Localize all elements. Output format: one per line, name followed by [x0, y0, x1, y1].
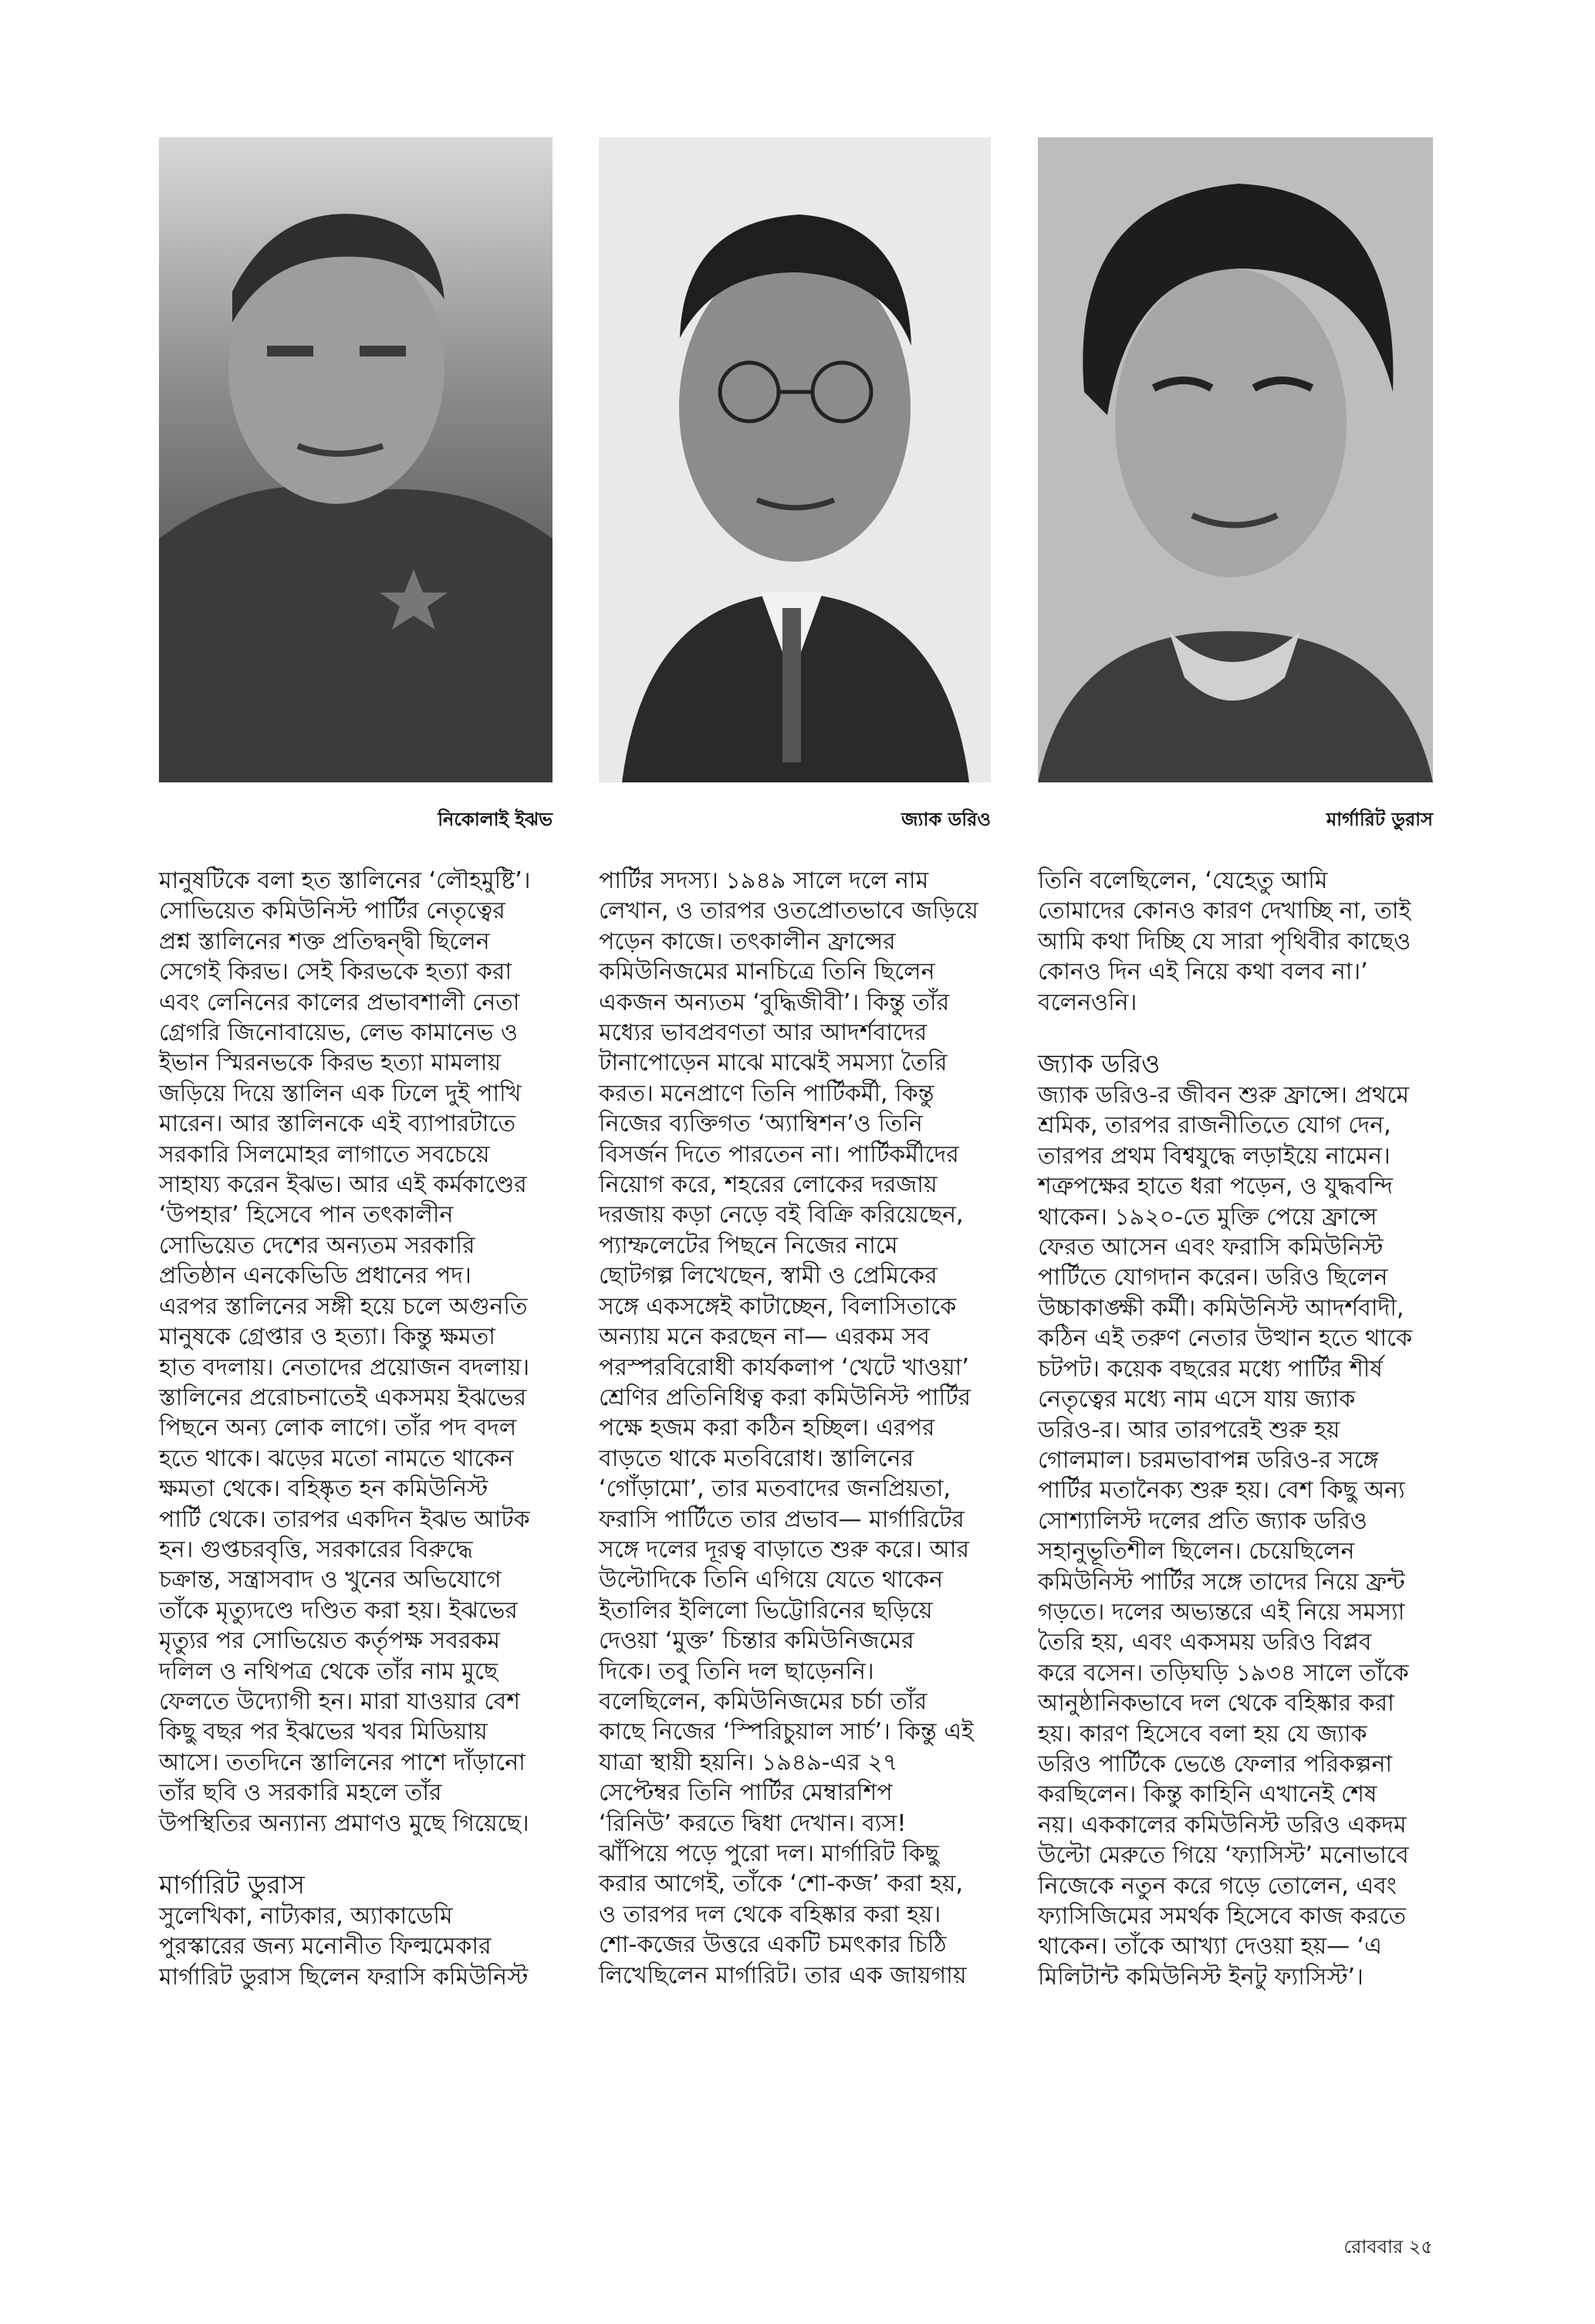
text-line: কঠিন এই তরুণ নেতার উত্থান হতে থাকে — [1038, 1325, 1413, 1353]
text-line: ফেরত আসেন এবং ফরাসি কমিউনিস্ট — [1038, 1234, 1384, 1262]
article-column-3 — [1038, 866, 1447, 1992]
text-line: উল্টো মেরুতে গিয়ে ‘ফ্যাসিস্ট’ মনোভাবে — [1038, 1842, 1409, 1870]
text-line: সঙ্গে দলের দূরত্ব বাড়াতে শুরু করে। আর — [599, 1535, 969, 1563]
text-line: থাকেন। তাঁকে আখ্যা দেওয়া হয়— ‘এ — [1038, 1933, 1383, 1961]
text-line: নিজের ব্যক্তিগত ‘অ্যাম্বিশন’ও তিনি — [599, 1110, 923, 1138]
text-line: মানুষকে গ্রেপ্তার ও হত্যা। কিন্তু ক্ষমতা — [159, 1323, 495, 1351]
text-line: লিখেছিলেন মার্গারিট। তার এক জায়গায় — [599, 1961, 967, 1989]
text-line: তাঁকে মৃত্যুদণ্ডে দণ্ডিত করা হয়। ইঝভের — [159, 1596, 518, 1624]
text-line: করছিলেন। কিন্তু কাহিনি এখানেই শেষ — [1038, 1781, 1377, 1809]
text-line: সেগেই কিরভ। সেই কিরভকে হত্যা করা — [159, 958, 512, 986]
text-line: বলেনওনি। — [1038, 988, 1137, 1016]
text-line: সোভিয়েত কমিউনিস্ট পার্টির নেতৃত্বের — [159, 897, 505, 925]
text-line: হন। গুপ্তচরবৃত্তি, সরকারের বিরুদ্ধে — [159, 1535, 473, 1563]
text-line: পড়েন কাজে। তৎকালীন ফ্রান্সের — [599, 927, 896, 955]
text-line: সাহায্য করেন ইঝভ। আর এই কর্মকাণ্ডের — [159, 1171, 527, 1199]
photo-caption: জ্যাক ডরিও — [901, 809, 991, 830]
text-line: ক্ষমতা থেকে। বহিষ্কৃত হন কমিউনিস্ট — [159, 1475, 488, 1503]
text-line: শো-কজের উত্তরে একটি চমৎকার চিঠি — [599, 1931, 947, 1959]
photo-caption: মার্গারিট ডুরাস — [1326, 809, 1433, 830]
article-column-2 — [599, 866, 1008, 1991]
text-line: একজন অন্যতম ‘বুদ্ধিজীবী’। কিন্তু তাঁর — [599, 988, 950, 1016]
text-line: ঝাঁপিয়ে পড়ে পুরো দল। মার্গারিট কিছু — [599, 1840, 939, 1867]
text-line: তিনি বলেছিলেন, ‘যেহেতু আমি — [1038, 867, 1328, 894]
text-line: বলেছিলেন, কমিউনিজমের চর্চা তাঁর — [599, 1687, 928, 1715]
text-line: ছোটগল্প লিখেছেন, স্বামী ও প্রেমিকের — [599, 1262, 938, 1290]
text-line: পিছনে অন্য লোক লাগে। তাঁর পদ বদল — [159, 1414, 517, 1442]
text-line: সেপ্টেম্বর তিনি পার্টির মেম্বারশিপ — [599, 1779, 893, 1807]
text-line: প্যাম্ফলেটের পিছনে নিজের নামে — [599, 1231, 898, 1259]
text-line: কমিউনিস্ট পার্টির সঙ্গে তাদের নিয়ে ফ্রন্ট — [1038, 1568, 1405, 1596]
article-column-1 — [159, 866, 568, 1992]
text-line: সুলেখিকা, নাট্যকার, অ্যাকাডেমি — [159, 1903, 453, 1930]
text-line: দলিল ও নথিপত্র থেকে তাঁর নাম মুছে — [159, 1657, 498, 1685]
text-line: নিজেকে নতুন করে গড়ে তোলেন, এবং — [1038, 1872, 1397, 1900]
text-line: শত্রুপক্ষের হাতে ধরা পড়েন, ও যুদ্ধবন্দি — [1038, 1173, 1394, 1201]
text-line: চক্রান্ত, সন্ত্রাসবাদ ও খুনের অভিযোগে — [159, 1566, 502, 1594]
text-line: ডরিও পার্টিকে ভেঙে ফেলার পরিকল্পনা — [1038, 1750, 1393, 1778]
text-line: শ্রেণির প্রতিনিধিত্ব করা কমিউনিস্ট পার্টির — [599, 1383, 972, 1411]
text-line: ‘রিনিউ’ করতে দ্বিধা দেখান। ব্যস! — [599, 1809, 907, 1837]
text-line: পক্ষে হজম করা কঠিন হচ্ছিল। এরপর — [599, 1414, 935, 1442]
text-line: যাত্রা স্থায়ী হয়নি। ১৯৪৯-এর ২৭ — [599, 1748, 898, 1776]
text-line: দরজায় কড়া নেড়ে বই বিক্রি করিয়েছেন, — [599, 1201, 964, 1229]
text-line: তোমাদের কোনও কারণ দেখাচ্ছি না, তাই — [1038, 897, 1411, 925]
text-line: অন্যায় মনে করছেন না— এরকম সব — [599, 1323, 930, 1351]
text-line: সোশ্যালিস্ট দলের প্রতি জ্যাক ডরিও — [1038, 1507, 1367, 1535]
text-line: স্তালিনের প্ররোচনাতেই একসময় ইঝভের — [159, 1383, 527, 1411]
text-line: লেখান, ও তারপর ওতপ্রোতভাবে জড়িয়ে — [599, 897, 978, 925]
text-line: করার আগেই, তাঁকে ‘শো-কজ’ করা হয়, — [599, 1870, 963, 1898]
text-line: হতে থাকে। ঝড়ের মতো নামতে থাকেন — [159, 1444, 514, 1472]
text-line: দিকে। তবু তিনি দল ছাড়েননি। — [599, 1657, 874, 1685]
text-line: মৃত্যুর পর সোভিয়েত কর্তৃপক্ষ সবরকম — [159, 1627, 501, 1655]
text-line: ফরাসি পার্টিতে তার প্রভাব— মার্গারিটের — [599, 1505, 965, 1533]
text-line: গ্রেগরি জিনোবায়েভ, লেভ কামানেভ ও — [159, 1019, 518, 1047]
text-line: ডরিও-র। আর তারপরেই শুরু হয় — [1038, 1416, 1340, 1444]
text-line: সরকারি সিলমোহর লাগাতে সবচেয়ে — [159, 1140, 490, 1168]
text-line: ফ্যাসিজিমের সমর্থক হিসেবে কাজ করতে — [1038, 1903, 1406, 1930]
text-line: মিলিটান্ট কমিউনিস্ট ইনটু ফ্যাসিস্ট’। — [1038, 1963, 1364, 1991]
text-line: মানুষটিকে বলা হত স্তালিনের ‘লৌহমুষ্টি’। — [159, 867, 531, 894]
text-line: উল্টোদিকে তিনি এগিয়ে যেতে থাকেন — [599, 1566, 944, 1594]
text-line: তাঁর ছবি ও সরকারি মহলে তাঁর — [159, 1779, 442, 1807]
text-line: পার্টির সদস্য। ১৯৪৯ সালে দলে নাম — [599, 867, 929, 894]
text-line: আমি কথা দিচ্ছি যে সারা পৃথিবীর কাছেও — [1038, 927, 1411, 955]
text-line: হাত বদলায়। নেতাদের প্রয়োজন বদলায়। — [159, 1353, 530, 1381]
text-line: বিসর্জন দিতে পারতেন না। পার্টিকর্মীদের — [599, 1140, 959, 1168]
text-line: সহানুভূতিশীল ছিলেন। চেয়েছিলেন — [1038, 1538, 1355, 1566]
photo-marguerite-duras — [1038, 137, 1433, 782]
text-line: উপস্থিতির অন্যান্য প্রমাণও মুছে গিয়েছে। — [159, 1809, 529, 1837]
text-line: টানাপোড়েন মাঝে মাঝেই সমস্যা তৈরি — [599, 1049, 948, 1077]
text-line: থাকেন। ১৯২০-তে মুক্তি পেয়ে ফ্রান্সে — [1038, 1203, 1377, 1231]
text-line: নিয়োগ করে, শহরের লোকের দরজায় — [599, 1171, 938, 1199]
text-line: এবং লেনিনের কালের প্রভাবশালী নেতা — [159, 988, 520, 1016]
section-heading: মার্গারিট ডুরাস — [159, 1870, 305, 1900]
text-line: তৈরি হয়, এবং একসময় ডরিও বিপ্লব — [1038, 1629, 1372, 1657]
text-line: বাড়তে থাকে মতবিরোধ। স্তালিনের — [599, 1444, 914, 1472]
text-line: নেতৃত্বের মধ্যে নাম এসে যায় জ্যাক — [1038, 1386, 1356, 1414]
text-line: কোনও দিন এই নিয়ে কথা বলব না।’ — [1038, 958, 1368, 986]
text-line: সোভিয়েত দেশের অন্যতম সরকারি — [159, 1231, 475, 1259]
text-line: কমিউনিজমের মানচিত্রে তিনি ছিলেন — [599, 958, 935, 986]
text-line: হয়। কারণ হিসেবে বলা হয় যে জ্যাক — [1038, 1720, 1367, 1748]
text-line: তারপর প্রথম বিশ্বযুদ্ধে লড়াইয়ে নামেন। — [1038, 1142, 1391, 1170]
text-line: জড়িয়ে দিয়ে স্তালিন এক ঢিলে দুই পাখি — [159, 1079, 522, 1107]
text-line: আসে। ততদিনে স্তালিনের পাশে দাঁড়ানো — [159, 1748, 525, 1776]
text-line: ‘গোঁড়ামো’, তার মতবাদের জনপ্রিয়তা, — [599, 1475, 951, 1503]
text-line: ইভান স্মিরনভকে কিরভ হত্যা মামলায় — [159, 1049, 502, 1077]
text-line: দেওয়া ‘মুক্ত’ চিন্তার কমিউনিজমের — [599, 1627, 914, 1655]
text-line: কিছু বছর পর ইঝভের খবর মিডিয়ায় — [159, 1718, 488, 1746]
text-line: মারেন। আর স্তালিনকে এই ব্যাপারটাতে — [159, 1110, 516, 1138]
text-line: চটপট। কয়েক বছরের মধ্যে পার্টির শীর্ষ — [1038, 1355, 1383, 1383]
text-line: পার্টিতে যোগদান করেন। ডরিও ছিলেন — [1038, 1264, 1388, 1292]
text-line: আনুষ্ঠানিকভাবে দল থেকে বহিষ্কার করা — [1038, 1690, 1394, 1718]
text-line: শ্রমিক, তারপর রাজনীতিতে যোগ দেন, — [1038, 1112, 1391, 1140]
text-line: জ্যাক ডরিও-র জীবন শুরু ফ্রান্সে। প্রথমে — [1038, 1082, 1410, 1110]
text-line: পুরস্কারের জন্য মনোনীত ফিল্মমেকার — [159, 1933, 492, 1961]
text-line: গোলমাল। চরমভাবাপন্ন ডরিও-র সঙ্গে — [1038, 1446, 1379, 1474]
text-line: মার্গারিট ডুরাস ছিলেন ফরাসি কমিউনিস্ট — [159, 1963, 529, 1991]
text-line: উচ্চাকাঙ্ক্ষী কর্মী। কমিউনিস্ট আদর্শবাদী, — [1038, 1294, 1404, 1322]
text-line: ও তারপর দল থেকে বহিষ্কার করা হয়। — [599, 1900, 941, 1928]
text-line: এরপর স্তালিনের সঙ্গী হয়ে চলে অগুনতি — [159, 1292, 528, 1320]
text-line: করত। মনেপ্রাণে তিনি পার্টিকর্মী, কিন্তু — [599, 1079, 934, 1107]
text-line: ফেলতে উদ্যোগী হন। মারা যাওয়ার বেশ — [159, 1687, 521, 1715]
section-heading: জ্যাক ডরিও — [1038, 1049, 1161, 1079]
text-line: পার্টির মতানৈক্য শুরু হয়। বেশ কিছু অন্য — [1038, 1477, 1405, 1505]
text-line: নয়। এককালের কমিউনিস্ট ডরিও একদম — [1038, 1811, 1407, 1839]
text-line: সঙ্গে একসঙ্গেই কাটাচ্ছেন, বিলাসিতাকে — [599, 1292, 957, 1320]
text-line: পার্টি থেকে। তারপর একদিন ইঝভ আটক — [159, 1505, 530, 1533]
text-line: প্রশ্ন স্তালিনের শক্ত প্রতিদ্বন্দ্বী ছিলেন — [159, 927, 490, 955]
photo-jacques-doriot — [599, 137, 991, 782]
text-line: করে বসেন। তড়িঘড়ি ১৯৩৪ সালে তাঁকে — [1038, 1659, 1409, 1687]
page-footer: রোববার ২৫ — [1343, 2236, 1433, 2258]
text-line: ‘উপহার’ হিসেবে পান তৎকালীন — [159, 1201, 454, 1229]
photo-caption: নিকোলাই ইঝভ — [438, 809, 553, 830]
text-line: কাছে নিজের ‘স্পিরিচুয়াল সার্চ’। কিন্তু এই — [599, 1718, 974, 1746]
text-line: ইতালির ইলিলো ভিট্টোরিনের ছড়িয়ে — [599, 1596, 933, 1624]
text-line: মধ্যের ভাবপ্রবণতা আর আদর্শবাদের — [599, 1019, 928, 1047]
photo-nikolai-yezhov — [159, 137, 553, 782]
text-line: গড়তে। দলের অভ্যন্তরে এই নিয়ে সমস্যা — [1038, 1598, 1405, 1626]
text-line: প্রতিষ্ঠান এনকেভিডি প্রধানের পদ। — [159, 1262, 471, 1290]
text-line: পরস্পরবিরোধী কার্যকলাপ ‘খেটে খাওয়া’ — [599, 1353, 969, 1381]
